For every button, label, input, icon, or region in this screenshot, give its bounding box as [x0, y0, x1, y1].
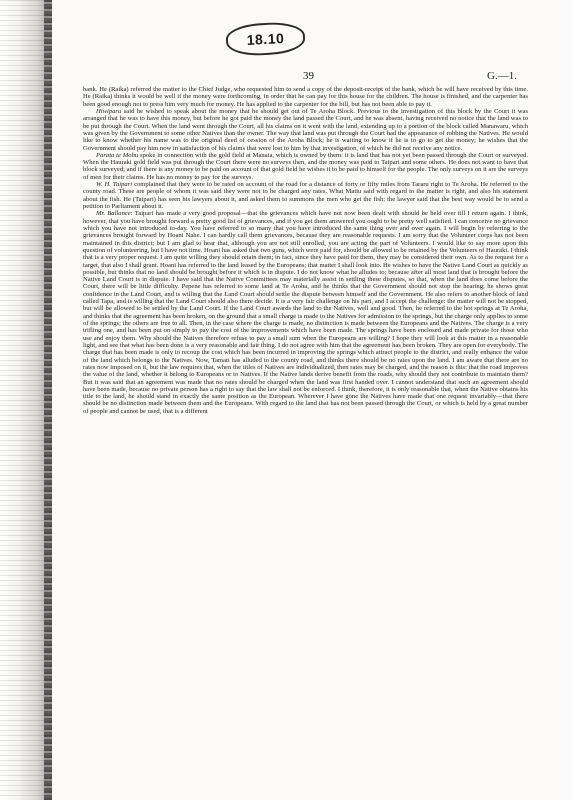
paragraph: [83, 181, 528, 210]
paragraph-text: : Taipari has made a very good proposal—that the grievances which have not now been dealt with should be held over till I return again. I think, however, that you have brought forward a pretty good list of grievances, and if you get them answered you ought to be pretty well satisfied. I can conceive no grievance which you have not introduced to-day. You have referred to so many that you have introduced the same thing over and over again. I will begin by referring to the grievances brought forward by Hoani Nahe. I can hardly call them grievances, because they are reasonable requests. I am sorry that the Volunteer corps has not been maintained in this district; but I am glad to hear that, although you are not still enrolled, you are acting the part of Volunteers. I would like to say more upon this question of volunteering, but I have not time. Hoani has asked that two guns, which were paid for, should be allowed to be retained by the Volunteers of Hauraki. I think that is a very proper request. I am quite willing they should retain them; in fact, since they have paid for them, they may be considered their own. As to the request for a target, that also I shall grant. Hoani has referred to the land leased by the Europeans; that matter I shall look into. He wishes to have the Native Land Court as quickly as possible, but thinks that no land should be brought before it which is in dispute. I do not know what he alludes to; because after all most land that is brought before the Native Land Court is in dispute. I have said that the Native Committees may materially assist in settling these disputes, so that, when the land does come before the Court, there will be little difficulty. Pepene has referred to some land at Te Aroha, and he thinks that the Government should not stop the hearing; he shows great confidence in the Land Court, and is willing that the Land Court should settle the dispute between himself and the Government. He also refers to another block of land called Tapa, and is willing that the Land Court should also there decide. It is a very fair challenge on his part, and I accept the challenge: the matter will not be stopped, but will be allowed to be settled by the Land Court. If the Land Court awards the land to the Natives, well and good. Then, he referred to the hot springs at Te Aroha, and thinks that the agreement has been broken, on the ground that a small charge is made to the Natives for admission to the springs, but the charge only applies to some of the springs; the others are free to all. Then, in the case where the charge is made, no distinction is made between the Europeans and the Natives. The charge is a very trifling one, and has been put on simply to pay the cost of the improvements which have been made. The springs have been enclosed and made private for those who use and enjoy them. Why should the Natives therefore refuse to pay a small sum when the Europeans are willing? I hope they will look at this matter in a reasonable light, and see that what has been done is a very reasonable and fair thing. I do not agree with him that the agreement has been broken. They are open for everybody. The charge that has been made is only to recoup the cost which has been incurred in improving the springs which attract people to the district, and really enhance the value of the land which belongs to the Natives. Now, Tamati has alluded to the county road, and thinks there should be no rates upon the land. I am aware that there are no rates now imposed on it, but the law requires that, when the titles of Natives are individualized, then rates may be charged, and the reason is this: that the road improves the value of the land, whether it belong to Europeans or to Natives. If the Native lands derive benefit from the roads, why should they not contribute to maintain them? But it was said that an agreement was made that no rates should be charged when the land was first handed over. I cannot understand that such an agreement should have been made, because no private person has a right to say that the law shall not be enforced. I think, therefore, it is only reasonable that, when the Native obtains his title to the land, he should stand in exactly the same position as the European. Wherever I have gone the Natives have made that one request invariably—that there should be no distinction made between them and the Europeans. With regard to the land that has not been passed through the Court, or which is held by a great number of people and cannot be used, that is a different: [83, 210, 528, 415]
page-number: 39: [303, 70, 314, 82]
paragraph-text: said he wished to speak about the money that he should get out of Te Aroha Block. Previous to the investigation of this block by the Court it was arranged that he was to have this money, but before he got paid the money the land passed the Court, and he was absent, having received no notice that the land was to be put through the Court. When the land went through the Court, all his claims on it went with the land, extending up to a portion of the block called Manawaru, which was given by the Government to some other Natives than the owner. The way that land was put through the Court had the appearance of robbing the Natives. He would like to know whether his name was to the original deed of cession of the Aroha Block; he is waiting to know if he is to go to get the money; he wishes that the Government should pay him now in satisfaction of his claims that were lost to him by that investigation, of which he did not receive any notice.: [83, 107, 528, 152]
paragraph-text: spoke in connection with the gold field at Manaia, which is owned by them: it is land that has not yet been passed through the Court or surveyed. When the Hauraki gold field was put through the Court there were no surveys then, and the money was paid to Taipari and some others. He does not want to have that block surveyed; and if there is any money to be paid on account of that gold field he wishes it to be paid to himself for the people. The only surveys on it are the surveys of men for their claims. He has no money to pay for the surveys.: [83, 151, 528, 181]
document-code: G.—1.: [487, 70, 517, 82]
paragraph: [83, 210, 528, 415]
binding-edge: [44, 0, 52, 800]
paragraph-text: complained that they were to be rated on account of the road for a distance of forty or fifty miles from Tararu right to Te Aroha. He referred to the county road. These are people of whom it was said they were not to be charged any rates. What Matiu said with regard to the matter is right, and also his statement about the fish. He (Taipari) has seen his lawyers about it, and asked them to summons the men who get the fish; the lawyer said that the best way would be to send a petition to Parliament about it.: [83, 181, 528, 210]
speaker-name: Mr. Ballance: [96, 210, 131, 218]
document-body: [83, 86, 528, 786]
archive-stamp: 18.10: [225, 21, 306, 57]
speaker-name: W. H. Taipari: [96, 181, 133, 189]
paragraph: [83, 86, 528, 108]
speaker-name: Hiwiparu: [96, 107, 122, 115]
speaker-name: Parata te Mohu: [96, 151, 139, 159]
paragraph: [83, 108, 528, 152]
paragraph: [83, 152, 528, 181]
paragraph-text: bank. He (Raika) referred the matter to the Chief Judge, who requested him to send a copy of the deposit-receipt of the bank, which he will have received by this time. He (Raika) thinks it would be well if the money were forthcoming, in order that he can pay for this house for the children. The house is finished, and the carpenter has been good enough not to press him very much for money. He has applied to the carpenter for the bill, but has not been able to pay it.: [83, 86, 528, 108]
